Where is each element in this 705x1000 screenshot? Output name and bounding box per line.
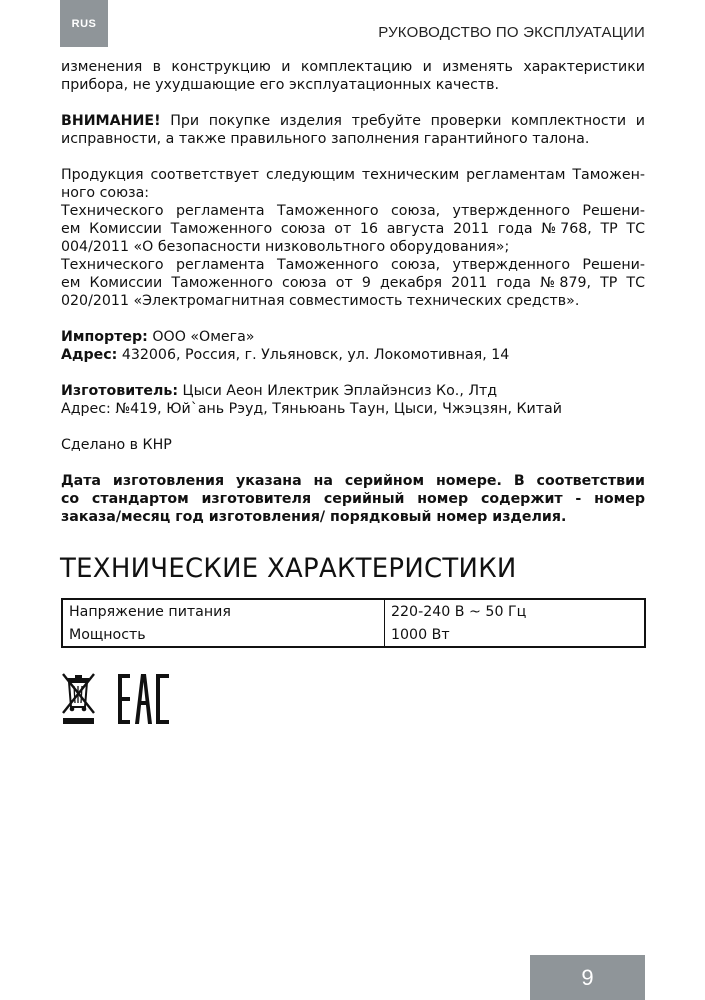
attention-line-1 <box>61 112 645 130</box>
compliance-line: 004/2011 «О безопасности низковольтного оборудования»; <box>61 239 510 255</box>
intro-line-1: изменения в конструкцию и комплектацию и изменять характеристики <box>61 59 645 75</box>
importer-label: Импортер: <box>61 329 148 345</box>
compliance-paragraph <box>61 166 645 310</box>
spec-value: 220-240 В ~ 50 Гц <box>391 603 527 620</box>
intro-line-2: прибора, не ухудшающие его эксплуатационных качеств. <box>61 77 500 93</box>
production-note-line: заказа/месяц год изготовления/ порядковый номер изделия. <box>61 509 567 525</box>
specs-table <box>61 598 646 648</box>
main-content <box>61 58 645 544</box>
table-row <box>62 599 645 623</box>
manufacturer-block <box>61 382 645 418</box>
importer-line <box>61 328 645 346</box>
compliance-line: 020/2011 «Электромагнитная совместимость технических средств». <box>61 293 580 309</box>
eac-mark-icon <box>118 674 170 728</box>
manufacturer-value: Цыси Аеон Илектрик Эплайэнсиз Ко., Лтд <box>178 383 498 399</box>
attention-text: При покупке изделия требуйте проверки комплектности и <box>160 113 645 129</box>
importer-address-label: Адрес: <box>61 347 118 363</box>
production-note-line: Дата изготовления указана на серийном номере. В соответствии <box>61 473 645 489</box>
attention-label: ВНИМАНИЕ! <box>61 113 161 129</box>
importer-block <box>61 328 645 364</box>
made-in-line: Сделано в КНР <box>61 437 172 453</box>
manufacturer-address: Адрес: №419, Юй`ань Рэуд, Тяньюань Таун, Цыси, Чжэцзян, Китай <box>61 401 562 417</box>
production-note-line: со стандартом изготовителя серийный номер содержит - номер <box>61 491 645 507</box>
compliance-line: ного союза: <box>61 185 150 201</box>
page-number-tab <box>530 955 645 1000</box>
production-note <box>61 472 645 526</box>
language-label: RUS <box>71 17 97 30</box>
spec-param: Напряжение питания <box>62 599 385 623</box>
compliance-line: Технического регламента Таможенного союза, утвержденного Решени- <box>61 257 645 273</box>
document-title: РУКОВОДСТВО ПО ЭКСПЛУАТАЦИИ <box>378 24 645 41</box>
compliance-line: ем Комиссии Таможенного союза от 16 августа 2011 года №768, ТР ТС <box>61 221 645 237</box>
crossed-out-wheeled-bin-icon <box>60 671 98 731</box>
manufacturer-line <box>61 382 645 400</box>
importer-address-line <box>61 346 645 364</box>
compliance-line: Технического регламента Таможенного союза, утвержденного Решени- <box>61 203 645 219</box>
intro-paragraph <box>61 58 645 94</box>
attention-paragraph <box>61 112 645 148</box>
importer-value: ООО «Омега» <box>147 329 255 345</box>
page-number: 9 <box>581 964 594 990</box>
table-row <box>62 623 645 647</box>
manufacturer-label: Изготовитель: <box>61 383 179 399</box>
specs-heading: ТЕХНИЧЕСКИЕ ХАРАКТЕРИСТИКИ <box>60 553 517 584</box>
spec-param: Мощность <box>62 623 385 647</box>
attention-line-2: исправности, а также правильного заполнения гарантийного талона. <box>61 131 590 147</box>
importer-address-value: 432006, Россия, г. Ульяновск, ул. Локомотивная, 14 <box>117 347 510 363</box>
certification-marks <box>60 673 170 729</box>
spec-value: 1000 Вт <box>391 626 450 643</box>
language-tab <box>60 0 108 47</box>
compliance-line: ем Комиссии Таможенного союза от 9 декабря 2011 года №879, ТР ТС <box>61 275 645 291</box>
compliance-line: Продукция соответствует следующим техническим регламентам Таможен- <box>61 167 645 183</box>
